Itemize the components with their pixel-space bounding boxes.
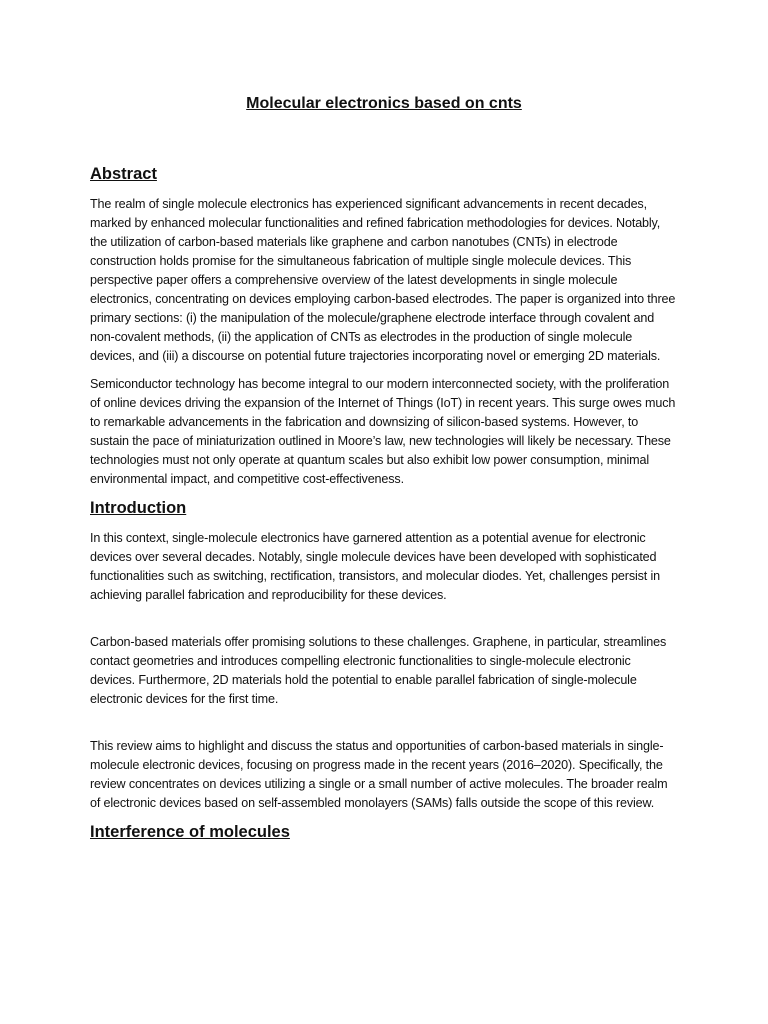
introduction-paragraph-2: Carbon-based materials offer promising solutions to these challenges. Graphene, in particular, streamlines contact geometries and introduces compelling electronic functionalities to single-molecule electronic devices. Furthermore, 2D materials hold the potential to enable parallel fabrication of single-molecule electronic devices for the first time. <box>90 635 667 706</box>
introduction-paragraph-3: This review aims to highlight and discuss the status and opportunities of carbon-based materials in single-molecule electronic devices, focusing on progress made in the recent years (2016–2020). Specifically, the review concentrates on devices utilizing a single or a small number of active molecules. The broader realm of electronic devices based on self-assembled monolayers (SAMs) falls outside the scope of this review. <box>90 739 668 810</box>
document-title: Molecular electronics based on cnts <box>246 95 522 112</box>
abstract-paragraph-2: Semiconductor technology has become integral to our modern interconnected society, with the proliferation of online devices driving the expansion of the Internet of Things (IoT) in recent years. This surge owes much to remarkable advancements in the fabrication and downsizing of silicon-based systems. However, to sustain the pace of miniaturization outlined in Moore’s law, new technologies will likely be necessary. These technologies must not only operate at quantum scales but also exhibit low power consumption, minimal environmental impact, and competitive cost-effectiveness. <box>90 377 676 486</box>
abstract-paragraph-1: The realm of single molecule electronics has experienced significant advancements in recent decades, marked by enhanced molecular functionalities and refined fabrication methodologies for devices. Notably, the utilization of carbon-based materials like graphene and carbon nanotubes (CNTs) in electrode construction holds promise for the simultaneous fabrication of multiple single molecule devices. This perspective paper offers a comprehensive overview of the latest developments in single molecule electronics, concentrating on devices employing carbon-based electrodes. The paper is organized into three primary sections: (i) the manipulation of the molecule/graphene electrode interface through covalent and non-covalent methods, (ii) the application of CNTs as electrodes in the production of single molecule devices, and (iii) a discourse on potential future trajectories incorporating novel or emerging 2D materials. <box>90 197 676 363</box>
section-heading-introduction: Introduction <box>90 499 187 517</box>
document-page <box>90 94 678 853</box>
section-heading-interference: Interference of molecules <box>90 823 290 841</box>
introduction-paragraph-1: In this context, single-molecule electronics have garnered attention as a potential avenue for electronic devices over several decades. Notably, single molecule devices have been developed with sophisticated functionalities such as switching, rectification, transistors, and molecular diodes. Yet, challenges persist in achieving parallel fabrication and reproducibility for these devices. <box>90 531 660 602</box>
section-heading-abstract: Abstract <box>90 165 157 183</box>
